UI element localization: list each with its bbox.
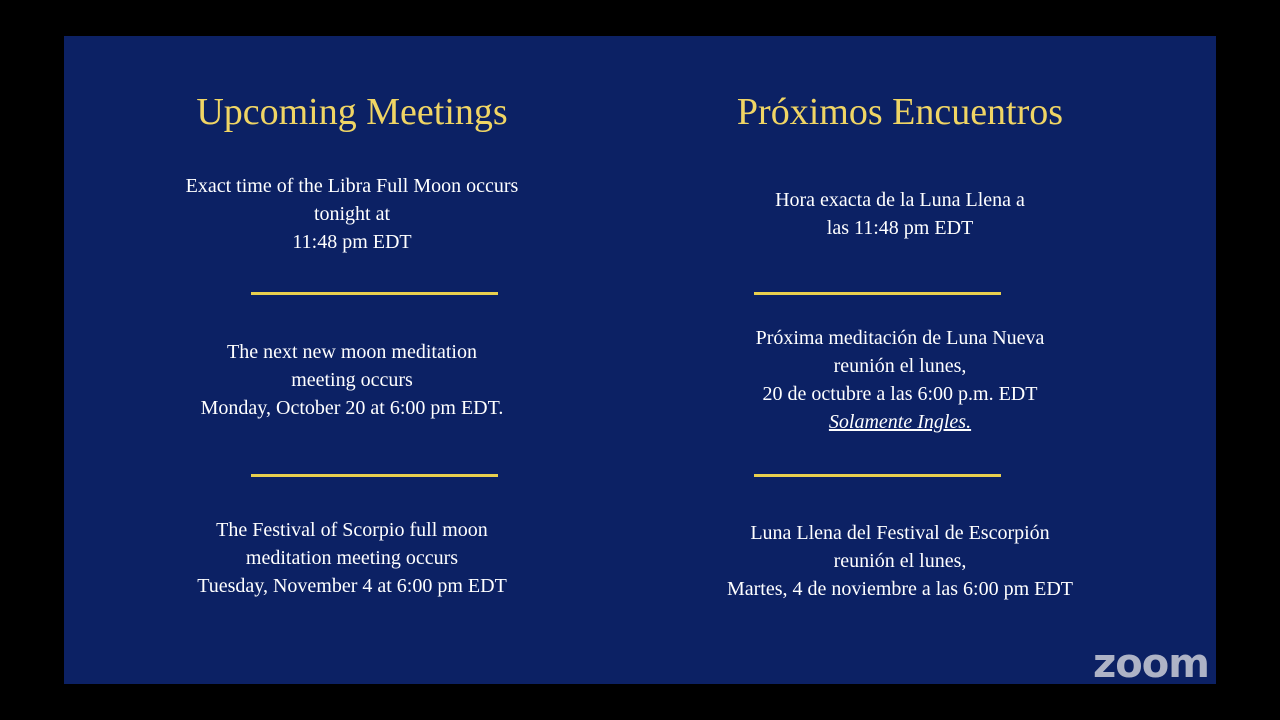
text-line: tonight at bbox=[313, 203, 391, 225]
english-heading: Upcoming Meetings bbox=[196, 91, 508, 133]
text-line: Martes, 4 de noviembre a las 6:00 pm EDT bbox=[726, 578, 1074, 600]
spanish-column bbox=[640, 36, 1160, 684]
english-full-moon-time bbox=[82, 172, 622, 256]
spanish-new-moon-meeting bbox=[640, 324, 1160, 436]
spanish-full-moon-time bbox=[640, 186, 1160, 242]
text-line: The Festival of Scorpio full moon bbox=[216, 519, 488, 541]
english-only-note: Solamente Ingles. bbox=[828, 411, 972, 433]
text-line: reunión el lunes, bbox=[833, 550, 967, 572]
text-line: meditation meeting occurs bbox=[245, 547, 459, 569]
divider-line bbox=[754, 292, 1001, 295]
english-scorpio-meeting bbox=[82, 516, 622, 600]
english-new-moon-meeting bbox=[82, 338, 622, 422]
spanish-heading: Próximos Encuentros bbox=[736, 91, 1064, 133]
text-line: Hora exacta de la Luna Llena a bbox=[775, 189, 1025, 211]
text-line: las 11:48 pm EDT bbox=[826, 217, 974, 239]
text-line: Exact time of the Libra Full Moon occurs bbox=[185, 175, 519, 197]
presentation-slide bbox=[64, 36, 1216, 684]
text-line: Luna Llena del Festival de Escorpión bbox=[750, 522, 1050, 544]
divider-line bbox=[754, 474, 1001, 477]
text-line: meeting occurs bbox=[291, 369, 413, 391]
divider-line bbox=[251, 292, 498, 295]
divider-line bbox=[251, 474, 498, 477]
text-line: 20 de octubre a las 6:00 p.m. EDT bbox=[762, 383, 1038, 405]
spanish-scorpio-meeting bbox=[640, 519, 1160, 603]
text-line: reunión el lunes, bbox=[833, 355, 967, 377]
text-line: Tuesday, November 4 at 6:00 pm EDT bbox=[197, 575, 507, 597]
text-line: Monday, October 20 at 6:00 pm EDT. bbox=[200, 397, 504, 419]
text-line: The next new moon meditation bbox=[227, 341, 477, 363]
text-line: 11:48 pm EDT bbox=[292, 231, 412, 253]
zoom-watermark-logo: zoom bbox=[1093, 641, 1209, 687]
english-column bbox=[82, 36, 622, 684]
text-line: Próxima meditación de Luna Nueva bbox=[755, 327, 1045, 349]
